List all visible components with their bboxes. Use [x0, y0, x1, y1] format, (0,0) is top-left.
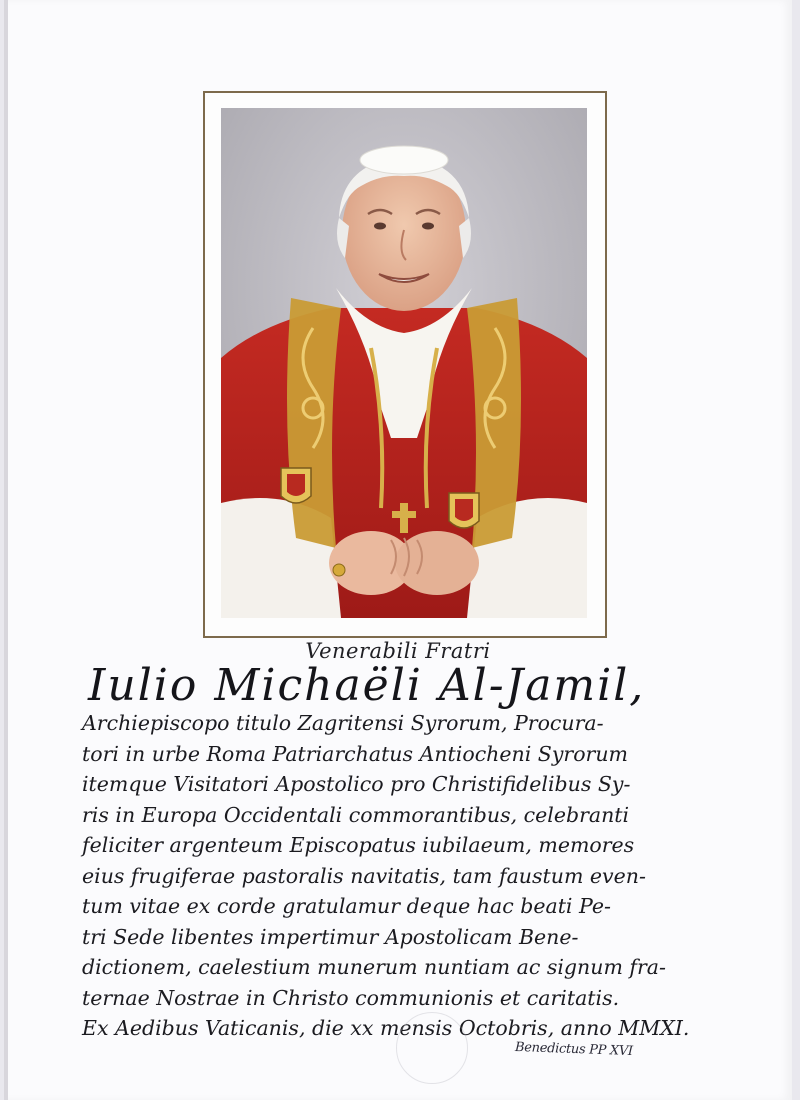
letter-line: ternae Nostrae in Christo communionis et caritatis. [82, 985, 620, 1010]
signature: Benedictus PP XVI [514, 1039, 634, 1060]
letter-line: tum vitae ex corde gratulamur deque hac beati Pe- [82, 894, 611, 918]
coat-of-arms-left [281, 468, 311, 503]
portrait-illustration [221, 108, 587, 618]
page-edge [4, 0, 8, 1100]
letter-body [82, 708, 722, 1044]
letter-line: tri Sede libentes impertimur Apostolicam Bene- [82, 924, 579, 949]
letter-line: itemque Visitatori Apostolico pro Christifidelibus Sy- [82, 772, 631, 796]
letter-line: eius frugiferae pastoralis navitatis, tam faustum even- [82, 863, 646, 888]
embossed-seal [396, 1012, 468, 1084]
portrait-photo [221, 108, 587, 618]
letter-page [4, 0, 792, 1100]
letter-line: dictionem, caelestium munerum nuntiam ac signum fra- [82, 955, 666, 979]
letter-line: Archiepiscopo titulo Zagritensi Syrorum, Procura- [82, 711, 604, 735]
coat-of-arms-right [449, 493, 479, 528]
recipient-name: Iulio Michaëli Al-Jamil, [88, 660, 646, 711]
dateline: Ex Aedibus Vaticanis, die xx mensis Octobris, anno MMXI. [82, 1016, 690, 1040]
letter-line: tori in urbe Roma Patriarchatus Antiocheni Syrorum [82, 741, 628, 766]
letter-line: ris in Europa Occidentali commorantibus, celebranti [82, 802, 630, 827]
letter-line: feliciter argenteum Episcopatus iubilaeum, memores [82, 833, 635, 857]
salutation-heading: Venerabili Fratri [305, 639, 491, 663]
